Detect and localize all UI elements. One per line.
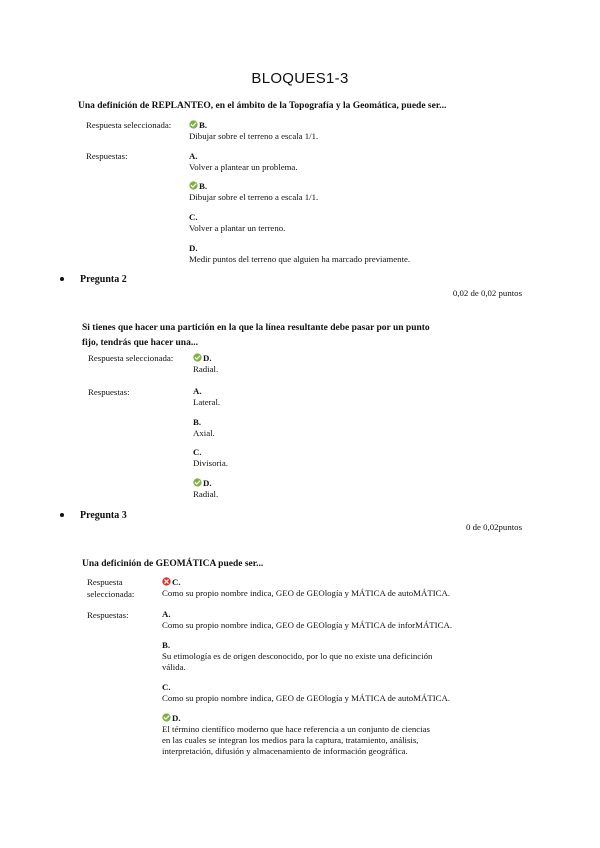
- q1-selected-letter: B.: [199, 120, 208, 130]
- q1-answer-d: [189, 243, 410, 265]
- q2-answer-c: [193, 447, 228, 469]
- q2-answer-a: [193, 386, 220, 408]
- q3-answer-c-text: Como su propio nombre indica, GEO de GEOlogía y MÁTICA de autoMÁTICA.: [162, 693, 451, 703]
- q3-selected-answer: [162, 577, 450, 599]
- q2-answer-a-text: Lateral.: [193, 397, 221, 407]
- q1-answer-c: [189, 212, 285, 234]
- q1-answer-a-text: Volver a plantear un problema.: [189, 162, 298, 172]
- q2-answer-c-text: Divisoria.: [193, 458, 228, 468]
- q3-answer-b: [162, 640, 432, 673]
- q1-selected-answer: [189, 120, 318, 142]
- question-2-heading-text: Pregunta 2: [80, 274, 127, 285]
- incorrect-x-icon: [162, 577, 171, 586]
- correct-check-icon: [193, 478, 202, 487]
- q3-answer-c: [162, 682, 450, 704]
- q2-answer-d-text: Radial.: [193, 489, 219, 499]
- q3-answer-a: [162, 609, 452, 631]
- question-2-score: 0,02 de 0,02 puntos: [452, 288, 522, 298]
- q3-selected-label: [87, 576, 134, 600]
- q1-answer-b-letter: B.: [199, 181, 208, 191]
- correct-check-icon: [189, 120, 198, 129]
- question-3-heading: [60, 510, 127, 521]
- q3-answer-b-line1: Su etimología es de origen desconocido, por lo que no existe una deficinción: [162, 651, 433, 661]
- q1-answers-label: Respuestas:: [86, 151, 128, 161]
- q2-selected-label: Respuesta seleccionada:: [88, 353, 174, 363]
- question-2-text-line2: fijo, tendrás que hacer una...: [82, 338, 198, 348]
- q3-answer-d-line3: interpretación, difusión y almacenamiento de información geográfica.: [162, 746, 408, 756]
- q3-answer-d-line1: El término científico moderno que hace referencia a un conjunto de ciencias: [162, 724, 430, 734]
- q3-selected-label-line1: Respuesta: [87, 577, 123, 587]
- bullet-icon: [60, 277, 64, 281]
- q3-answer-b-letter: B.: [162, 640, 171, 650]
- q2-answer-c-letter: C.: [193, 447, 202, 457]
- correct-check-icon: [193, 353, 202, 362]
- q3-answers-label: Respuestas:: [87, 610, 129, 620]
- q3-answer-d-letter: D.: [172, 713, 181, 723]
- document-title: BLOQUES1-3: [251, 70, 349, 87]
- q1-answer-d-text: Medir puntos del terreno que alguien ha marcado previamente.: [189, 254, 411, 264]
- q2-answer-a-letter: A.: [193, 386, 202, 396]
- q1-selected-text: Dibujar sobre el terreno a escala 1/1.: [189, 131, 319, 141]
- q3-answer-a-text: Como su propio nombre indica, GEO de GEOlogía y MÁTICA de inforMÁTICA.: [162, 620, 453, 630]
- bullet-icon: [60, 513, 64, 517]
- q2-answer-d: [193, 478, 218, 500]
- q1-answer-a-letter: A.: [189, 151, 198, 161]
- q3-selected-label-line2: seleccionada:: [87, 589, 135, 599]
- question-1-text: Una definición de REPLANTEO, en el ámbito de la Topografía y la Geomática, puede ser...: [78, 101, 447, 111]
- q3-answer-d-line2: en las cuales se integran los medios para la captura, tratamiento, análisis,: [162, 735, 419, 745]
- question-2-text: [82, 321, 430, 351]
- question-2-heading: [60, 274, 127, 285]
- q3-answer-c-letter: C.: [162, 682, 171, 692]
- q2-selected-text: Radial.: [193, 364, 219, 374]
- question-3-text: Una deficinión de GEOMÁTICA puede ser...: [82, 559, 264, 569]
- q1-answer-d-letter: D.: [189, 243, 198, 253]
- question-2-text-line1: Si tienes que hacer una partición en la que la línea resultante debe pasar por un punto: [82, 323, 430, 333]
- q1-answer-b: [189, 181, 318, 203]
- q3-selected-letter: C.: [172, 577, 181, 587]
- question-3-heading-text: Pregunta 3: [80, 510, 127, 521]
- q1-selected-label: Respuesta seleccionada:: [86, 120, 172, 130]
- q2-answers-label: Respuestas:: [88, 387, 130, 397]
- q1-answer-c-text: Volver a plantar un terreno.: [189, 223, 286, 233]
- q1-answer-b-text: Dibujar sobre el terreno a escala 1/1.: [189, 192, 319, 202]
- q1-answer-c-letter: C.: [189, 212, 198, 222]
- q2-selected-answer: [193, 353, 218, 375]
- q2-answer-b-text: Axial.: [193, 428, 215, 438]
- question-3-score: 0 de 0,02puntos: [466, 522, 522, 532]
- q1-answer-a: [189, 151, 298, 173]
- correct-check-icon: [189, 181, 198, 190]
- q3-answer-b-line2: válida.: [162, 662, 186, 672]
- q2-answer-d-letter: D.: [203, 478, 212, 488]
- q2-answer-b: [193, 417, 215, 439]
- q3-selected-text: Como su propio nombre indica, GEO de GEOlogía y MÁTICA de autoMÁTICA.: [162, 588, 451, 598]
- correct-check-icon: [162, 713, 171, 722]
- q3-answer-a-letter: A.: [162, 609, 171, 619]
- q3-answer-d: [162, 713, 430, 757]
- q2-selected-letter: D.: [203, 353, 212, 363]
- q2-answer-b-letter: B.: [193, 417, 202, 427]
